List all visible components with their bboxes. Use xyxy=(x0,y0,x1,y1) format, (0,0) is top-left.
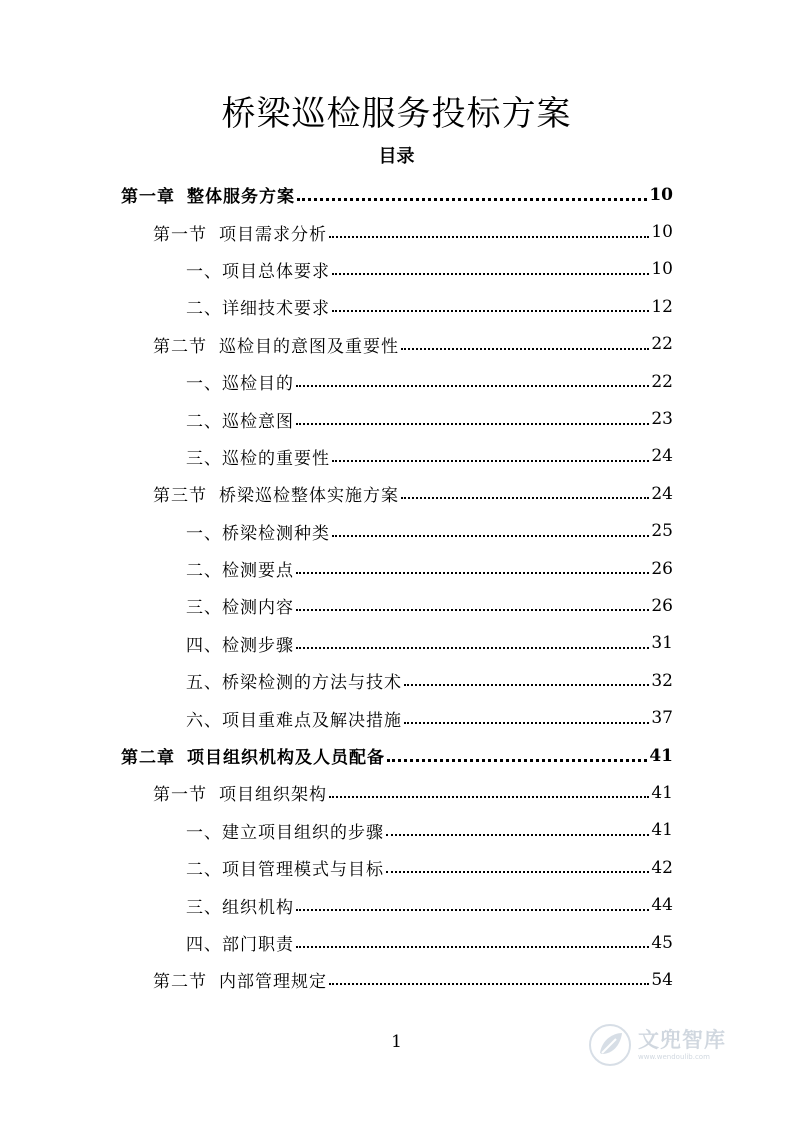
toc-entry-label xyxy=(186,631,294,656)
toc-entry-label xyxy=(186,257,330,282)
toc-heading: 目录 xyxy=(378,146,415,167)
toc-dot-leader xyxy=(332,459,649,462)
toc-entry-label xyxy=(186,294,330,319)
leaf-logo-icon xyxy=(588,1023,632,1067)
toc-dot-leader xyxy=(296,646,649,649)
toc-dot-leader xyxy=(296,945,649,948)
toc-entry-prefix: 二、 xyxy=(186,561,222,582)
toc-dot-leader xyxy=(404,721,649,724)
toc-entry-prefix: 二、 xyxy=(186,411,222,432)
toc-entry-text: 项目需求分析 xyxy=(219,224,327,245)
toc-dot-leader xyxy=(401,347,649,350)
toc-entry-label xyxy=(186,855,384,880)
toc-entry-page: 37 xyxy=(651,708,673,729)
watermark-url: www.wendoulib.com xyxy=(638,1052,710,1061)
toc-entry-page: 10 xyxy=(651,259,673,280)
toc-dot-leader xyxy=(296,422,649,425)
toc-entry-label xyxy=(186,893,294,918)
toc-entry-page: 10 xyxy=(651,222,673,243)
toc-entry-prefix: 第一节 xyxy=(153,224,207,245)
toc-entry-label xyxy=(121,182,295,207)
toc-entry[interactable] xyxy=(0,363,793,400)
toc-entry-text: 桥梁巡检整体实施方案 xyxy=(219,486,399,507)
toc-entry[interactable] xyxy=(0,587,793,624)
toc-dot-leader xyxy=(296,908,649,911)
toc-dot-leader xyxy=(386,833,649,836)
toc-entry-prefix: 四、 xyxy=(186,635,222,656)
toc-entry-label xyxy=(186,818,384,843)
toc-entry-page: 22 xyxy=(651,371,673,392)
toc-entry[interactable] xyxy=(0,400,793,437)
toc-dot-leader xyxy=(386,870,649,873)
toc-entry-text: 部门职责 xyxy=(222,935,294,955)
toc-entry-page: 31 xyxy=(651,633,673,654)
toc-entry-prefix: 一、 xyxy=(186,374,222,395)
toc-dot-leader xyxy=(332,272,649,275)
toc-entry-text: 检测要点 xyxy=(222,561,294,582)
toc-entry-label xyxy=(153,332,399,357)
toc-entry-page: 44 xyxy=(651,895,673,916)
toc-entry-prefix: 一、 xyxy=(186,261,222,282)
toc-entry[interactable] xyxy=(0,812,793,849)
toc-entry-prefix: 三、 xyxy=(186,897,222,918)
toc-dot-leader xyxy=(332,309,649,312)
toc-dot-leader xyxy=(296,608,649,611)
toc-entry-prefix: 六、 xyxy=(186,710,222,731)
toc-entry-prefix: 五、 xyxy=(186,673,222,694)
toc-entry-page: 12 xyxy=(651,296,673,317)
toc-entry[interactable] xyxy=(0,213,793,250)
toc-entry-page: 41 xyxy=(651,820,673,841)
toc-entry-label xyxy=(186,369,294,394)
toc-entry[interactable] xyxy=(0,326,793,363)
toc-entry-text: 巡检目的意图及重要性 xyxy=(219,336,399,357)
toc-entry-page: 54 xyxy=(651,969,673,990)
toc-entry-text: 整体服务方案 xyxy=(187,187,295,208)
toc-entry[interactable] xyxy=(0,513,793,550)
toc-entry-text: 组织机构 xyxy=(222,897,294,918)
toc-entry-page: 26 xyxy=(651,558,673,579)
toc-entry-prefix: 第二节 xyxy=(153,972,207,993)
toc-entry-text: 项目管理模式与目标 xyxy=(222,860,384,881)
toc-entry-page: 22 xyxy=(651,334,673,355)
watermark xyxy=(588,1020,748,1070)
toc-entry[interactable] xyxy=(0,550,793,587)
toc-entry-page: 42 xyxy=(651,857,673,878)
toc-entry[interactable] xyxy=(0,924,793,961)
document-title: 桥梁巡检服务投标方案 xyxy=(221,94,572,134)
toc-entry-label xyxy=(186,444,330,469)
toc-entry-text: 项目总体要求 xyxy=(222,261,330,282)
toc-entry[interactable] xyxy=(0,737,793,774)
toc-dot-leader xyxy=(401,496,649,499)
toc-entry-label xyxy=(153,780,327,805)
toc-entry-text: 桥梁检测的方法与技术 xyxy=(222,673,402,694)
toc-entry[interactable] xyxy=(0,849,793,886)
toc-entry-text: 桥梁检测种类 xyxy=(222,523,330,544)
toc-entry-text: 巡检意图 xyxy=(222,411,294,432)
toc-dot-leader xyxy=(296,384,649,387)
toc-dot-leader xyxy=(297,197,647,201)
toc-entry-label xyxy=(153,967,327,992)
toc-entry-text: 项目重难点及解决措施 xyxy=(222,710,402,731)
toc-dot-leader xyxy=(329,795,649,798)
toc-entry[interactable] xyxy=(0,961,793,998)
toc-entry[interactable] xyxy=(0,288,793,325)
toc-entry-label xyxy=(121,743,385,768)
toc-entry-page: 41 xyxy=(651,782,673,803)
toc-entry[interactable] xyxy=(0,475,793,512)
toc-entry-text: 详细技术要求 xyxy=(222,299,330,320)
toc-entry-prefix: 一、 xyxy=(186,822,222,843)
toc-entry[interactable] xyxy=(0,438,793,475)
toc-entry-prefix: 第二章 xyxy=(121,748,175,769)
toc-entry-prefix: 第二节 xyxy=(153,336,207,357)
toc-entry-page: 10 xyxy=(649,184,673,205)
toc-entry[interactable] xyxy=(0,625,793,662)
toc-dot-leader xyxy=(329,235,649,238)
toc-dot-leader xyxy=(329,982,649,985)
toc-dot-leader xyxy=(387,758,647,762)
toc-entry-prefix: 一、 xyxy=(186,523,222,544)
toc-entry-label xyxy=(186,930,294,955)
toc-dot-leader xyxy=(296,571,649,574)
toc-entry-label xyxy=(186,668,402,693)
toc-entry-page: 25 xyxy=(651,521,673,542)
toc-entry[interactable] xyxy=(0,251,793,288)
toc-entry-text: 建立项目组织的步骤 xyxy=(222,822,384,843)
toc-entry-label xyxy=(153,481,399,506)
toc-entry-text: 内部管理规定 xyxy=(219,972,327,993)
toc-entry-label xyxy=(186,519,330,544)
toc-entry-prefix: 三、 xyxy=(186,598,222,619)
toc-entry[interactable] xyxy=(0,176,793,213)
toc-entry-label xyxy=(186,593,294,618)
toc-entry-prefix: 二、 xyxy=(186,299,222,320)
toc-entry-page: 41 xyxy=(649,745,673,766)
toc-entry-label xyxy=(186,706,402,731)
table-of-contents xyxy=(0,176,793,999)
toc-entry[interactable] xyxy=(0,699,793,736)
toc-entry-prefix: 二、 xyxy=(186,860,222,881)
toc-entry-label xyxy=(186,556,294,581)
toc-entry-page: 26 xyxy=(651,595,673,616)
toc-entry-page: 45 xyxy=(651,932,673,953)
toc-entry-page: 32 xyxy=(651,670,673,691)
toc-entry-prefix: 四、 xyxy=(186,935,222,955)
page-number: 1 xyxy=(391,1032,402,1052)
toc-entry-text: 项目组织机构及人员配备 xyxy=(187,748,385,769)
toc-entry[interactable] xyxy=(0,886,793,923)
watermark-name: 文兜智库 xyxy=(638,1027,726,1052)
toc-entry-prefix: 三、 xyxy=(186,448,222,469)
toc-entry-page: 24 xyxy=(651,446,673,467)
toc-entry-text: 巡检的重要性 xyxy=(222,448,330,469)
toc-entry-label xyxy=(153,220,327,245)
toc-entry-label xyxy=(186,407,294,432)
toc-entry-text: 检测步骤 xyxy=(222,635,294,656)
toc-entry-prefix: 第一章 xyxy=(121,187,175,208)
toc-entry-prefix: 第三节 xyxy=(153,486,207,507)
toc-dot-leader xyxy=(332,534,649,537)
toc-entry[interactable] xyxy=(0,662,793,699)
toc-entry-text: 检测内容 xyxy=(222,598,294,619)
toc-entry-text: 项目组织架构 xyxy=(219,785,327,806)
toc-entry[interactable] xyxy=(0,774,793,811)
toc-entry-prefix: 第一节 xyxy=(153,785,207,806)
toc-entry-page: 23 xyxy=(651,409,673,430)
toc-entry-text: 巡检目的 xyxy=(222,374,294,395)
toc-entry-page: 24 xyxy=(651,483,673,504)
toc-dot-leader xyxy=(404,683,649,686)
